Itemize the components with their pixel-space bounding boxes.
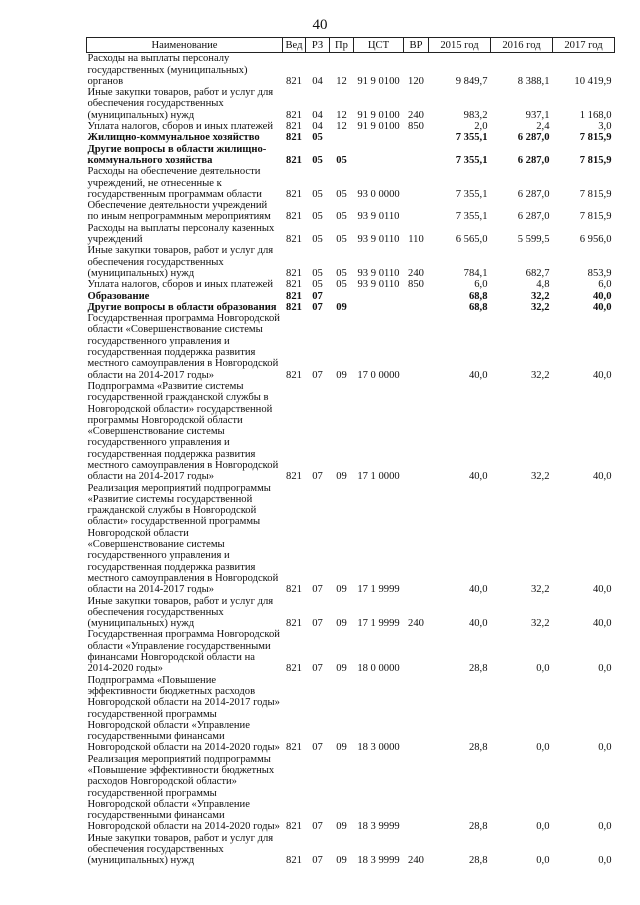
- row-2017: 3,0: [598, 121, 612, 133]
- row-name: Иные закупки товаров, работ и услуг для обеспечения государственных (муниципальных) нужд: [87, 87, 274, 121]
- row-2017: 40,0: [592, 290, 612, 302]
- row-2016: 682,7: [525, 267, 550, 279]
- row-ved: 821: [286, 267, 302, 279]
- row-pr: [330, 132, 354, 143]
- row-vr: [404, 302, 429, 313]
- row-2017: 7 815,9: [579, 132, 612, 144]
- row-ved: 821: [286, 109, 302, 121]
- row-cst: 93 9 0110: [357, 279, 400, 291]
- row-pr: 12: [336, 75, 347, 87]
- row-vr: [404, 754, 429, 833]
- row-2015: 28,8: [468, 663, 488, 675]
- row-pr: 05: [336, 267, 347, 279]
- row-pr: 05: [336, 211, 347, 223]
- row-2016: 6 287,0: [517, 211, 550, 223]
- row-name: Жилищно-коммунальное хозяйство: [87, 132, 260, 144]
- row-rz: 07: [312, 369, 323, 381]
- row-2016: 0,0: [536, 821, 550, 833]
- row-2017: 40,0: [592, 369, 612, 381]
- row-ved: 821: [286, 234, 302, 246]
- row-2015: 28,8: [468, 821, 488, 833]
- table-row: [87, 313, 615, 381]
- row-2016: 8 388,1: [517, 75, 550, 87]
- row-2017: 6 956,0: [579, 234, 612, 246]
- row-rz: 07: [312, 301, 323, 313]
- row-cst: [354, 132, 404, 143]
- row-cst: [354, 144, 404, 167]
- row-pr: 09: [336, 855, 347, 867]
- row-vr: [404, 132, 429, 143]
- row-ved: 821: [286, 471, 302, 483]
- row-rz: 05: [312, 188, 323, 200]
- row-vr: 850: [408, 121, 424, 133]
- row-cst: 17 0 0000: [357, 369, 400, 381]
- row-rz: 07: [312, 855, 323, 867]
- row-rz: 07: [312, 584, 323, 596]
- table-row: [87, 279, 615, 290]
- table-header: [87, 38, 615, 53]
- row-cst: 18 3 9999: [357, 855, 400, 867]
- row-rz: 05: [312, 154, 323, 166]
- row-2017: 1 168,0: [579, 109, 612, 121]
- row-2015: 68,8: [468, 290, 488, 302]
- row-2015: 2,0: [474, 121, 488, 133]
- table-row: [87, 245, 615, 279]
- row-pr: 12: [336, 121, 347, 133]
- page-number: 40: [312, 17, 328, 33]
- table-row: [87, 144, 615, 167]
- table-row: [87, 132, 615, 143]
- table-row: [87, 291, 615, 302]
- budget-table: [86, 37, 615, 867]
- row-cst: 17 1 0000: [357, 471, 400, 483]
- row-ved: 821: [286, 742, 302, 754]
- row-2017: 0,0: [598, 742, 612, 754]
- row-rz: 04: [312, 75, 323, 87]
- row-ved: 821: [286, 211, 302, 223]
- row-name: Расходы на выплаты персоналу казенных учреждений: [87, 222, 275, 246]
- row-name: Подпрограмма «Повышение эффективности бюджетных расходов Новгородской области на 2014-2017 годы» государственной программы Новгородской области «Управление государственными финансами Новгородской области на 2014-2020 годы»: [87, 674, 280, 754]
- row-2015: 983,2: [463, 109, 488, 121]
- row-pr: 09: [336, 584, 347, 596]
- row-rz: 04: [312, 121, 323, 133]
- header-2017: 2017 год: [553, 38, 615, 53]
- row-2016: 6 287,0: [517, 188, 550, 200]
- row-2017: 7 815,9: [579, 211, 612, 223]
- header-cst: ЦСТ: [354, 38, 404, 53]
- row-2015: 7 355,1: [455, 132, 488, 144]
- row-ved: 821: [286, 584, 302, 596]
- row-pr: 09: [336, 618, 347, 630]
- row-name: Государственная программа Новгородской области «Совершенствование системы государственного управления и государственная поддержка развития местного самоуправления в Новгородской области на 2014-2017 годы»: [87, 313, 280, 381]
- row-vr: [404, 144, 429, 167]
- row-2016: 32,2: [530, 584, 550, 596]
- row-ved: 821: [286, 855, 302, 867]
- row-2016: 2,4: [536, 121, 550, 133]
- row-cst: 17 1 9999: [357, 618, 400, 630]
- row-vr: [404, 483, 429, 596]
- table-row: [87, 53, 615, 87]
- row-rz: 05: [312, 279, 323, 291]
- table-row: [87, 381, 615, 483]
- row-rz: 07: [312, 471, 323, 483]
- row-vr: 240: [408, 109, 424, 121]
- row-pr: 05: [336, 234, 347, 246]
- table-row: [87, 121, 615, 132]
- row-2016: 937,1: [525, 109, 550, 121]
- table-row: [87, 675, 615, 754]
- row-rz: 07: [312, 663, 323, 675]
- row-name: Уплата налогов, сборов и иных платежей: [87, 121, 274, 133]
- row-ved: 821: [286, 290, 302, 302]
- row-2017: 40,0: [592, 618, 612, 630]
- row-cst: 93 9 0110: [357, 211, 400, 223]
- row-rz: 05: [312, 267, 323, 279]
- row-vr: [404, 381, 429, 483]
- row-ved: 821: [286, 821, 302, 833]
- row-pr: 09: [336, 742, 347, 754]
- row-2016: 32,2: [530, 369, 550, 381]
- row-2017: 0,0: [598, 663, 612, 675]
- row-2015: 9 849,7: [455, 75, 488, 87]
- row-pr: 09: [336, 301, 347, 313]
- row-2017: 40,0: [592, 471, 612, 483]
- row-vr: 110: [408, 234, 424, 246]
- row-2017: 0,0: [598, 855, 612, 867]
- row-2015: 28,8: [468, 742, 488, 754]
- row-pr: 09: [336, 471, 347, 483]
- row-rz: 05: [312, 234, 323, 246]
- row-2017: 7 815,9: [579, 154, 612, 166]
- row-2015: 7 355,1: [455, 211, 488, 223]
- row-ved: 821: [286, 121, 302, 133]
- row-2016: 0,0: [536, 855, 550, 867]
- header-2015: 2015 год: [429, 38, 491, 53]
- row-pr: 05: [336, 154, 347, 166]
- row-name: Уплата налогов, сборов и иных платежей: [87, 279, 274, 291]
- row-2016: 32,2: [530, 290, 550, 302]
- row-2015: 40,0: [468, 471, 488, 483]
- table-row: [87, 629, 615, 674]
- row-ved: 821: [286, 369, 302, 381]
- row-2016: 0,0: [536, 663, 550, 675]
- header-pr: Пр: [330, 38, 354, 53]
- row-vr: [404, 291, 429, 302]
- row-rz: 07: [312, 821, 323, 833]
- row-name: Другие вопросы в области образования: [87, 301, 277, 313]
- row-pr: 05: [336, 279, 347, 291]
- row-vr: [404, 166, 429, 200]
- table-row: [87, 754, 615, 833]
- row-name: Иные закупки товаров, работ и услуг для обеспечения государственных (муниципальных) нужд: [87, 832, 274, 867]
- row-cst: 93 0 0000: [357, 188, 400, 200]
- table-row: [87, 302, 615, 313]
- row-rz: 05: [312, 132, 323, 144]
- row-name: Другие вопросы в области жилищно-коммунального хозяйства: [87, 143, 267, 166]
- row-2015: 7 355,1: [455, 154, 488, 166]
- row-name: Образование: [87, 290, 150, 302]
- header-name: Наименование: [87, 38, 283, 53]
- header-2016: 2016 год: [491, 38, 553, 53]
- row-2015: 6 565,0: [455, 234, 488, 246]
- table-row: [87, 596, 615, 630]
- row-pr: 09: [336, 821, 347, 833]
- row-name: Расходы на обеспечение деятельности учреждений, не отнесенные к государственным программам области: [87, 166, 262, 200]
- table-row: [87, 200, 615, 223]
- row-2016: 4,8: [536, 279, 550, 291]
- row-vr: 240: [408, 267, 424, 279]
- row-ved: 821: [286, 301, 302, 313]
- row-2017: 10 419,9: [574, 75, 612, 87]
- row-name: Государственная программа Новгородской области «Управление государственными финансами Новгородской области на 2014-2020 годы»: [87, 629, 280, 675]
- row-cst: [354, 302, 404, 313]
- row-2016: 32,2: [530, 301, 550, 313]
- row-rz: 04: [312, 109, 323, 121]
- row-ved: 821: [286, 188, 302, 200]
- row-2015: 28,8: [468, 855, 488, 867]
- row-2017: 853,9: [587, 267, 612, 279]
- row-cst: 17 1 9999: [357, 584, 400, 596]
- row-cst: 91 9 0100: [357, 121, 400, 133]
- row-vr: [404, 675, 429, 754]
- row-name: Иные закупки товаров, работ и услуг для обеспечения государственных (муниципальных) нужд: [87, 595, 274, 630]
- table-body: [87, 53, 615, 867]
- table-row: [87, 166, 615, 200]
- row-2015: 40,0: [468, 584, 488, 596]
- row-cst: 93 9 0110: [357, 234, 400, 246]
- row-2016: 0,0: [536, 742, 550, 754]
- row-rz: 07: [312, 618, 323, 630]
- header-rz: РЗ: [306, 38, 330, 53]
- row-2016: 32,2: [530, 471, 550, 483]
- row-ved: 821: [286, 279, 302, 291]
- row-vr: 850: [408, 279, 424, 291]
- row-2015: 6,0: [474, 279, 488, 291]
- row-name: Подпрограмма «Развитие системы государственной гражданской службы в Новгородской области» государственной программы Новгородской области «Совершенствование системы государственного управления и государственная поддержка развития местного самоуправления в Новгородской области на 2014-2017 годы»: [87, 380, 279, 483]
- row-cst: 18 0 0000: [357, 663, 400, 675]
- row-cst: 93 9 0110: [357, 267, 400, 279]
- row-vr: 240: [408, 855, 424, 867]
- row-vr: 120: [408, 75, 424, 87]
- row-rz: 05: [312, 211, 323, 223]
- row-name: Обеспечение деятельности учреждений по иным непрограммным мероприятиям: [87, 200, 271, 223]
- row-vr: [404, 629, 429, 674]
- row-2017: 7 815,9: [579, 188, 612, 200]
- row-pr: 09: [336, 663, 347, 675]
- row-rz: 07: [312, 290, 323, 302]
- header-ved: Вед: [283, 38, 306, 53]
- row-rz: 07: [312, 742, 323, 754]
- row-2015: 40,0: [468, 369, 488, 381]
- table-row: [87, 833, 615, 867]
- row-pr: 09: [336, 369, 347, 381]
- row-name: Расходы на выплаты персоналу государственных (муниципальных) органов: [87, 53, 248, 87]
- table-row: [87, 87, 615, 121]
- row-cst: 91 9 0100: [357, 109, 400, 121]
- row-ved: 821: [286, 663, 302, 675]
- table-row: [87, 483, 615, 596]
- row-2016: 32,2: [530, 618, 550, 630]
- row-2015: 784,1: [463, 267, 488, 279]
- row-ved: 821: [286, 618, 302, 630]
- row-pr: 12: [336, 109, 347, 121]
- row-name: Иные закупки товаров, работ и услуг для обеспечения государственных (муниципальных) нужд: [87, 245, 274, 279]
- header-vr: ВР: [404, 38, 429, 53]
- row-cst: [354, 291, 404, 302]
- row-name: Реализация мероприятий подпрограммы «Развитие системы государственной гражданской службы в Новгородской области» государственной программы Новгородской области «Совершенствование системы государственного управления и государственная поддержка развития местного самоуправления в Новгородской области на 2014-2017 годы»: [87, 482, 279, 596]
- row-2016: 6 287,0: [517, 154, 550, 166]
- row-cst: 18 3 0000: [357, 742, 400, 754]
- row-name: Реализация мероприятий подпрограммы «Повышение эффективности бюджетных расходов Новгородской области» государственной программы Новгородской области «Управление государственными финансами Новгородской области на 2014-2020 годы»: [87, 753, 280, 833]
- row-2017: 40,0: [592, 584, 612, 596]
- row-ved: 821: [286, 132, 302, 144]
- row-cst: 18 3 9999: [357, 821, 400, 833]
- row-vr: [404, 313, 429, 381]
- table-row: [87, 223, 615, 246]
- row-2016: 6 287,0: [517, 132, 550, 144]
- row-2015: 40,0: [468, 618, 488, 630]
- row-2015: 68,8: [468, 301, 488, 313]
- row-cst: 91 9 0100: [357, 75, 400, 87]
- row-vr: 240: [408, 618, 424, 630]
- row-ved: 821: [286, 154, 302, 166]
- row-2017: 0,0: [598, 821, 612, 833]
- row-2015: 7 355,1: [455, 188, 488, 200]
- row-2017: 40,0: [592, 301, 612, 313]
- row-2017: 6,0: [598, 279, 612, 291]
- row-pr: 05: [336, 188, 347, 200]
- row-pr: [330, 291, 354, 302]
- row-ved: 821: [286, 75, 302, 87]
- row-vr: [404, 200, 429, 223]
- row-2016: 5 599,5: [517, 234, 550, 246]
